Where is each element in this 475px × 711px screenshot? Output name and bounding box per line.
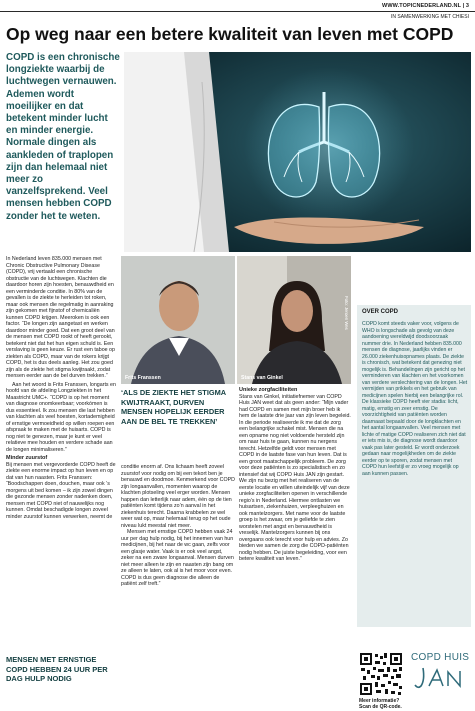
copd-huis-jan-paragraph: Stans van Ginkel, initiatiefnemer van COPD Huis JAN weet dat als geen ander: “Mijn vader had COPD en samen met mijn broer heb ik hem de laatste drie jaar van zijn leven begeleid. In die periode realiseerde ik me dat de zorg een belangrijke schakel mist. Mensen die na een opname nog niet voldoende hersteld zijn om naar huis te gaan, kunnen nu nergens terecht. Hetzelfde geldt voor mensen met COPD in de laatste fase van hun leven. Dat is een groot maatschappelijk probleem. De zorg voor deze patiënten is zo specialistisch en zo intensief dat wij COPD Huis JAN zijn gestart. We zijn nu bezig met het realiseren van de eerste locatie en willen uiteindelijk vijf van deze unieke zorgfaciliteiten openen in verschillende regio’s in Nederland. Hiermee ontlasten we huisartsen, ziekenhuizen, verpleeghuizen en ook mantelzorgers. Met name voor de laatste groep is het zwaar, om je geliefde te zien worstelen met angst en benauwdheid is vreselijk. Mantelzorgers kunnen bij ons overgaans ook terecht voor hulp en advies. Zo bieden we samen de zorg die COPD-patiënten nodig hebben. De juiste begeleiding, voor een betere kwaliteit van leven.” [239,393,351,562]
jan-signature-logo [413,666,469,690]
over-copd-sidebar [357,305,471,627]
franssen-paragraph: Aan het woord is Frits Franssen, longarts en hoofd van de afdeling Longziekten in het Maastricht UMC+. “COPD is op het moment van diagnose onomkeerbaar; voorkómen is dus essentieel. Ik zou mensen die last hebben van klachten als veel hoesten, kortademigheid of ernstige vermoeidheid op willen roepen een afspraak te maken met de huisarts. COPD is nog niet te genezen, maar je kunt er veel relatieve mee houden en verdere schade aan de longen minimaliseren.” [6,381,116,453]
frits-franssen-photo [121,256,235,384]
article-title: Op weg naar een betere kwaliteit van leven met COPD [6,24,454,44]
header-divider [0,11,475,12]
article-column-2 [121,464,235,588]
copd-huis-jan-logo [407,652,471,692]
caption-frits: Frits Franssen [125,375,161,381]
pull-quote-24-uur: MENSEN MET ERNSTIGE COPD HEBBEN 24 UUR PER DAG HULP NODIG [6,655,108,683]
intro-paragraph: In Nederland leven 835.000 mensen met Chronic Obstructive Pulmonary Disease (COPD), vrij vertaald een chronische obstructie van de luchtwegen. Klachten die daardoor horen zijn hoesten, benauwdheid en een verminderde conditie. In 80% van de gevallen is de ziekte te herleiden tot roken, maar ook mensen die regelmatig in aanraking zijn gekomen met fijnstof of chemicaliën kunnen COPD krijgen. Meeroken is ook een factor. “De longen zijn aangetast en werken daardoor minder goed. Dat een groot deel van de mensen met COPD rookt of heeft gerookt, betekent niet dat het hun eigen schuld is. Een verslaving is geen keuze. Er rust een taboe op ziekten als COPD, maar van de rokers krijgt COPD, het is dus deels aanleg. Het zou goed zijn als de ziekte het stigma kwijtraakt, zodat mensen eerder aan de bel durven trekken.” [6,256,115,379]
qr-code[interactable] [359,652,403,696]
portrait-frits-franssen [121,256,235,384]
longaanvallen-paragraph: conditie enorm af. Ons lichaam heeft zoveel zuurstof voor nodig om bij een tekort ben je benauwd en doodmoe. Kenmerkend voor COPD zijn longaanvallen, momenten waarop de klachten plotseling veel erger worden. Mensen happen dan letterlijk naar adem, één op de tien patiënten komt tijdens zo’n aanval in het ziekenhuis terecht. Daarna krabbelen ze wel weer wat op, maar helemaal terug op het oude niveau lukt meestal niet meer. [121,464,235,529]
portrait-stans-van-ginkel [237,256,351,384]
over-copd-body: COPD komt steeds vaker voor, volgens de WHO is longschade als gevolg van deze aandoening wereldwijd doodsoorzaak nummer drie. In Nederland hebben 835.000 mensen de diagnose, jaarlijks vinden er 26.000 ziekenhuisopnames plaats. De ziekte is chronisch, wat betekent dat genezing niet mogelijk is. Behandelingen zijn gericht op het verminderen van klachten en het voorkomen van verdere verslechtering van de longen. Het vermijden van prikkels en het gebruik van medicijnen spelen hierbij een belangrijke rol. De klassieke COPD heeft vier stadia: licht, matig, ernstig en zeer ernstig. De voorzichtigheid van patiënten worden daarnaast bepaald door de longklachten en het aantal longaanvallen. Veel mensen met lichte of matige COPD realiseren zich niet dat er iets mis is, de diagnose wordt daardoor vaak pas later gesteld. Er wordt onderzoek gedaan naar mogelijkheden om de ziekte eerder op te sporen, zodat mensen met COPD hun leefstijl er zo vroeg mogelijk op aan kunnen passen. [362,321,468,477]
stans-van-ginkel-photo [237,256,351,384]
subheading-unieke-zorgfaciliteiten: Unieke zorgfaciliteiten [239,387,298,393]
article-column-1 [6,256,116,520]
hero-image [124,52,471,252]
impact-paragraph: Bij mensen met vergevorderde COPD heeft de ziekte een enorme impact op hun leven en op dat van hun naasten. Frits Franssen: “Boodschappen doen, douchen, maar ook ’s morgens uit bed komen – ik zijn zowel dingen die gezonde mensen zonder nadenken doen, mensen met COPD niet of nauwelijks nog kunnen. Omdat beschadigde longen zoveel minder zuurstof kunnen verwerken, neemt de [6,461,116,520]
qr-note-line1: Meer informatie? [359,698,400,704]
lead-paragraph: COPD is een chronische longziekte waarbij de luchtwegen vernauwen. Ademen wordt moeilijker en dat betekent minder lucht en minder energie. Normale dingen als aankleden of traplopen zijn dan helemaal niet meer zo vanzelfsprekend. Veel mensen hebben COPD zonder het te weten. [6,52,120,222]
lungs-hologram-illustration [124,52,471,252]
qr-note-line2: Scan de QR-code. [359,704,402,710]
qr-note [359,698,402,710]
qr-code-icon [359,652,403,696]
over-copd-title: OVER COPD [362,309,399,315]
logo-text: COPD HUIS [411,652,470,663]
caption-stans: Stans van Ginkel [241,375,283,381]
photo-credit: Foto: Jeroen Wes [344,296,349,330]
hulp-nodig-paragraph: Mensen met ernstige COPD hebben vaak 24 uur per dag hulp nodig, bij het innemen van hun medicijnen, bij het naar de wc gaan, zelfs voor een glasje water. Vaak is er ook veel angst, zeker na een zware longaanval. Mensen durven niet meer alleen te zijn en naasten zijn bang om ze alleen te laten, ook al is het moor voor even. COPD is dus geen diagnose die alleen de patiënt zelf treft.” [121,529,234,587]
article-column-3 [239,387,351,563]
subheading-minder-zuurstof: Minder zuurstof [6,455,48,461]
cooperation-label: IN SAMENWERKING MET CHIESI [391,14,469,20]
pull-quote-stigma: ‘ALS DE ZIEKTE HET STIGMA KWIJTRAAKT, DURVEN MENSEN HOPELIJK EERDER AAN DE BEL TE TREKKEN’ [121,388,226,426]
page-url: WWW.TOPICNEDERLAND.NL | 3 [382,3,469,9]
